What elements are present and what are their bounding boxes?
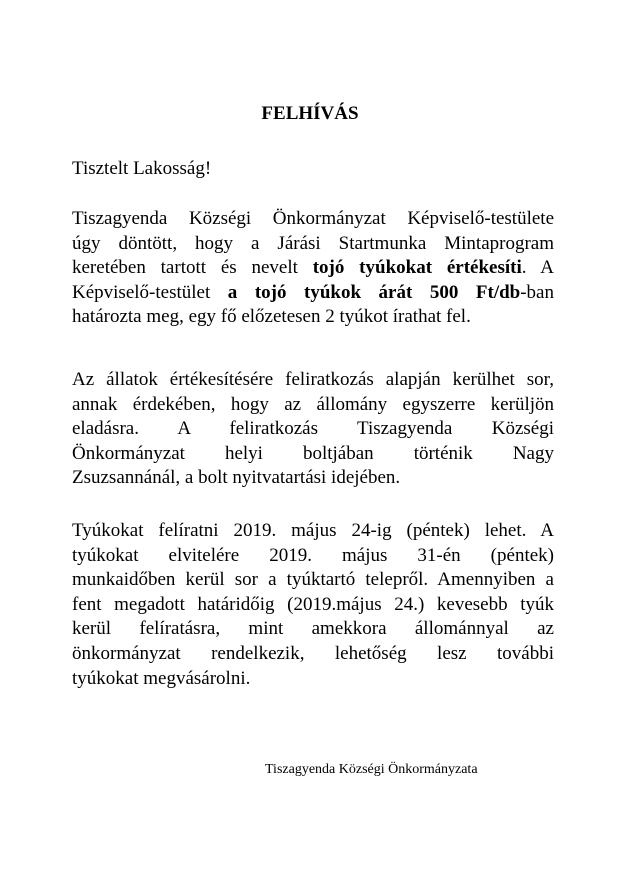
paragraph-line: úgy döntött, hogy a Járási Startmunka Mintaprogram (72, 232, 554, 254)
paragraph-announcement (72, 207, 554, 330)
paragraph-line (72, 256, 554, 281)
text-run: keretében tartott és nevelt (72, 257, 298, 279)
text-run: . A (521, 257, 554, 279)
document-title: FELHÍVÁS (261, 103, 359, 124)
salutation: Tisztelt Lakosság! (72, 158, 212, 179)
signature: Tiszagyenda Községi Önkormányzata (265, 762, 478, 777)
paragraph-line: Tiszagyenda Községi Önkormányzat Képviselő-testülete (72, 208, 554, 229)
paragraph-line: önkormányzat rendelkezik, lehetőség lesz további (72, 642, 554, 664)
paragraph-line: annak érdekében, hogy az állomány egyszerre kerüljön (72, 393, 554, 415)
paragraph-line: munkaidőben kerül sor a tyúktartó telepről. Amennyiben a (72, 569, 554, 591)
paragraph-line: Zsuzsannánál, a bolt nyitvatartási idejében. (72, 467, 401, 489)
paragraph-line: Tyúkokat felíratni 2019. május 24-ig (péntek) lehet. A (72, 520, 554, 541)
paragraph-line: határozta meg, egy fő előzetesen 2 tyúkot írathat fel. (72, 306, 471, 328)
paragraph-signup (72, 368, 554, 491)
paragraph-line: kerül felíratásra, mint amekkora állománnyal az (72, 618, 554, 640)
paragraph-line: tyúkokat elvitelére 2019. május 31-én (péntek) (72, 544, 554, 566)
text-run: Képviselő-testület (72, 281, 211, 303)
paragraph-line: Az állatok értékesítésére feliratkozás alapján kerülhet sor, (72, 369, 554, 390)
paragraph-line: fent megadott határidőig (2019.május 24.) kevesebb tyúk (72, 593, 554, 615)
paragraph-line: eladásra. A feliratkozás Tiszagyenda Községi (72, 418, 554, 440)
bold-text-run: tojó tyúkokat értékesíti (312, 257, 522, 279)
paragraph-dates (72, 519, 554, 691)
bold-text-run: a tojó tyúkok árát 500 Ft/db (227, 281, 521, 303)
paragraph-line: Önkormányzat helyi boltjában történik Nagy (72, 442, 554, 464)
paragraph-line (72, 281, 554, 306)
text-run: -ban (520, 281, 554, 303)
paragraph-line: tyúkokat megvásárolni. (72, 667, 251, 689)
